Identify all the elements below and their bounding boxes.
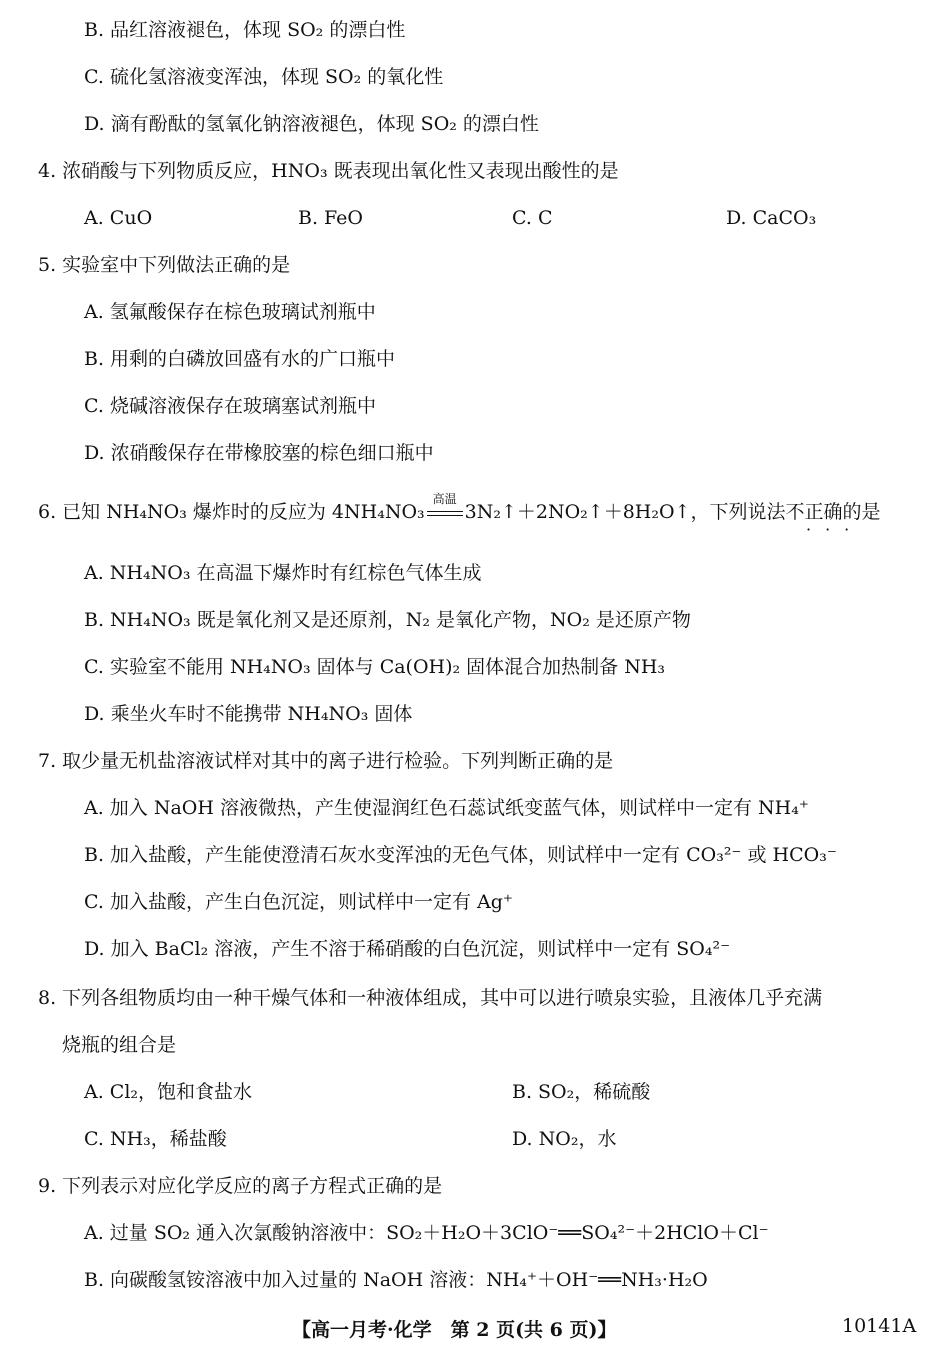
q7-option-b: B. 加入盐酸，产生能使澄清石灰水变浑浊的无色气体，则试样中一定有 CO₃²⁻ 或 HCO₃⁻ bbox=[84, 844, 837, 866]
q9-stem: 9. 下列表示对应化学反应的离子方程式正确的是 bbox=[38, 1175, 443, 1197]
reaction-condition bbox=[425, 492, 465, 524]
paper-code: 10141A bbox=[842, 1315, 917, 1337]
q7-option-a: A. 加入 NaOH 溶液微热，产生使湿润红色石蕊试纸变蓝气体，则试样中一定有 NH₄⁺ bbox=[84, 797, 809, 819]
q8-option-b: B. SO₂，稀硫酸 bbox=[512, 1081, 651, 1103]
q9-option-a: A. 过量 SO₂ 通入次氯酸钠溶液中：SO₂＋H₂O＋3ClO⁻══SO₄²⁻＋2HClO＋Cl⁻ bbox=[84, 1222, 769, 1244]
q5-option-a: A. 氢氟酸保存在棕色玻璃试剂瓶中 bbox=[84, 301, 376, 323]
page-footer: 【高一月考·化学 第 2 页(共 6 页)】 bbox=[292, 1319, 617, 1341]
q8-option-c: C. NH₃，稀盐酸 bbox=[84, 1128, 227, 1150]
q4-option-a: A. CuO bbox=[84, 207, 153, 229]
q6-stem-start: 6. 已知 NH₄NO₃ 爆炸时的反应为 4NH₄NO₃ bbox=[38, 501, 425, 523]
q7-option-c: C. 加入盐酸，产生白色沉淀，则试样中一定有 Ag⁺ bbox=[84, 891, 513, 913]
q8-option-d: D. NO₂，水 bbox=[512, 1128, 617, 1150]
q6-option-b: B. NH₄NO₃ 既是氧化剂又是还原剂，N₂ 是氧化产物，NO₂ 是还原产物 bbox=[84, 609, 691, 631]
q8-stem-line2: 烧瓶的组合是 bbox=[62, 1034, 177, 1056]
q7-option-d: D. 加入 BaCl₂ 溶液，产生不溶于稀硝酸的白色沉淀，则试样中一定有 SO₄²⁻ bbox=[84, 938, 731, 960]
q5-option-c: C. 烧碱溶液保存在玻璃塞试剂瓶中 bbox=[84, 395, 376, 417]
q4-option-c: C. C bbox=[512, 207, 553, 229]
q4-option-b: B. FeO bbox=[298, 207, 364, 229]
q4-option-d: D. CaCO₃ bbox=[726, 207, 817, 229]
q9-option-b: B. 向碳酸氢铵溶液中加入过量的 NaOH 溶液：NH₄⁺＋OH⁻══NH₃·H₂O bbox=[84, 1269, 708, 1291]
q6-option-d: D. 乘坐火车时不能携带 NH₄NO₃ 固体 bbox=[84, 703, 413, 725]
q6-stem-end: 3N₂↑＋2NO₂↑＋8H₂O↑，下列说法不正确的是 bbox=[464, 501, 881, 523]
q5-option-b: B. 用剩的白磷放回盛有水的广口瓶中 bbox=[84, 348, 396, 370]
q3-option-b: B. 品红溶液褪色，体现 SO₂ 的漂白性 bbox=[84, 19, 406, 41]
equals-sign bbox=[427, 511, 463, 516]
q5-option-d: D. 浓硝酸保存在带橡胶塞的棕色细口瓶中 bbox=[84, 442, 434, 464]
q6-option-a: A. NH₄NO₃ 在高温下爆炸时有红棕色气体生成 bbox=[84, 562, 482, 584]
q5-stem: 5. 实验室中下列做法正确的是 bbox=[38, 254, 291, 276]
condition-label: 高温 bbox=[432, 492, 457, 506]
q8-option-a: A. Cl₂，饱和食盐水 bbox=[84, 1081, 253, 1103]
q6-option-c: C. 实验室不能用 NH₄NO₃ 固体与 Ca(OH)₂ 固体混合加热制备 NH₃ bbox=[84, 656, 666, 678]
q6-stem bbox=[38, 492, 881, 524]
q4-stem: 4. 浓硝酸与下列物质反应，HNO₃ 既表现出氧化性又表现出酸性的是 bbox=[38, 160, 619, 182]
q8-stem-line1: 8. 下列各组物质均由一种干燥气体和一种液体组成，其中可以进行喷泉实验，且液体几乎充满 bbox=[38, 987, 823, 1009]
q3-option-c: C. 硫化氢溶液变浑浊，体现 SO₂ 的氧化性 bbox=[84, 66, 444, 88]
emphasis-dots: ··· bbox=[806, 520, 864, 539]
q3-option-d: D. 滴有酚酞的氢氧化钠溶液褪色，体现 SO₂ 的漂白性 bbox=[84, 113, 539, 135]
q7-stem: 7. 取少量无机盐溶液试样对其中的离子进行检验。下列判断正确的是 bbox=[38, 750, 614, 772]
